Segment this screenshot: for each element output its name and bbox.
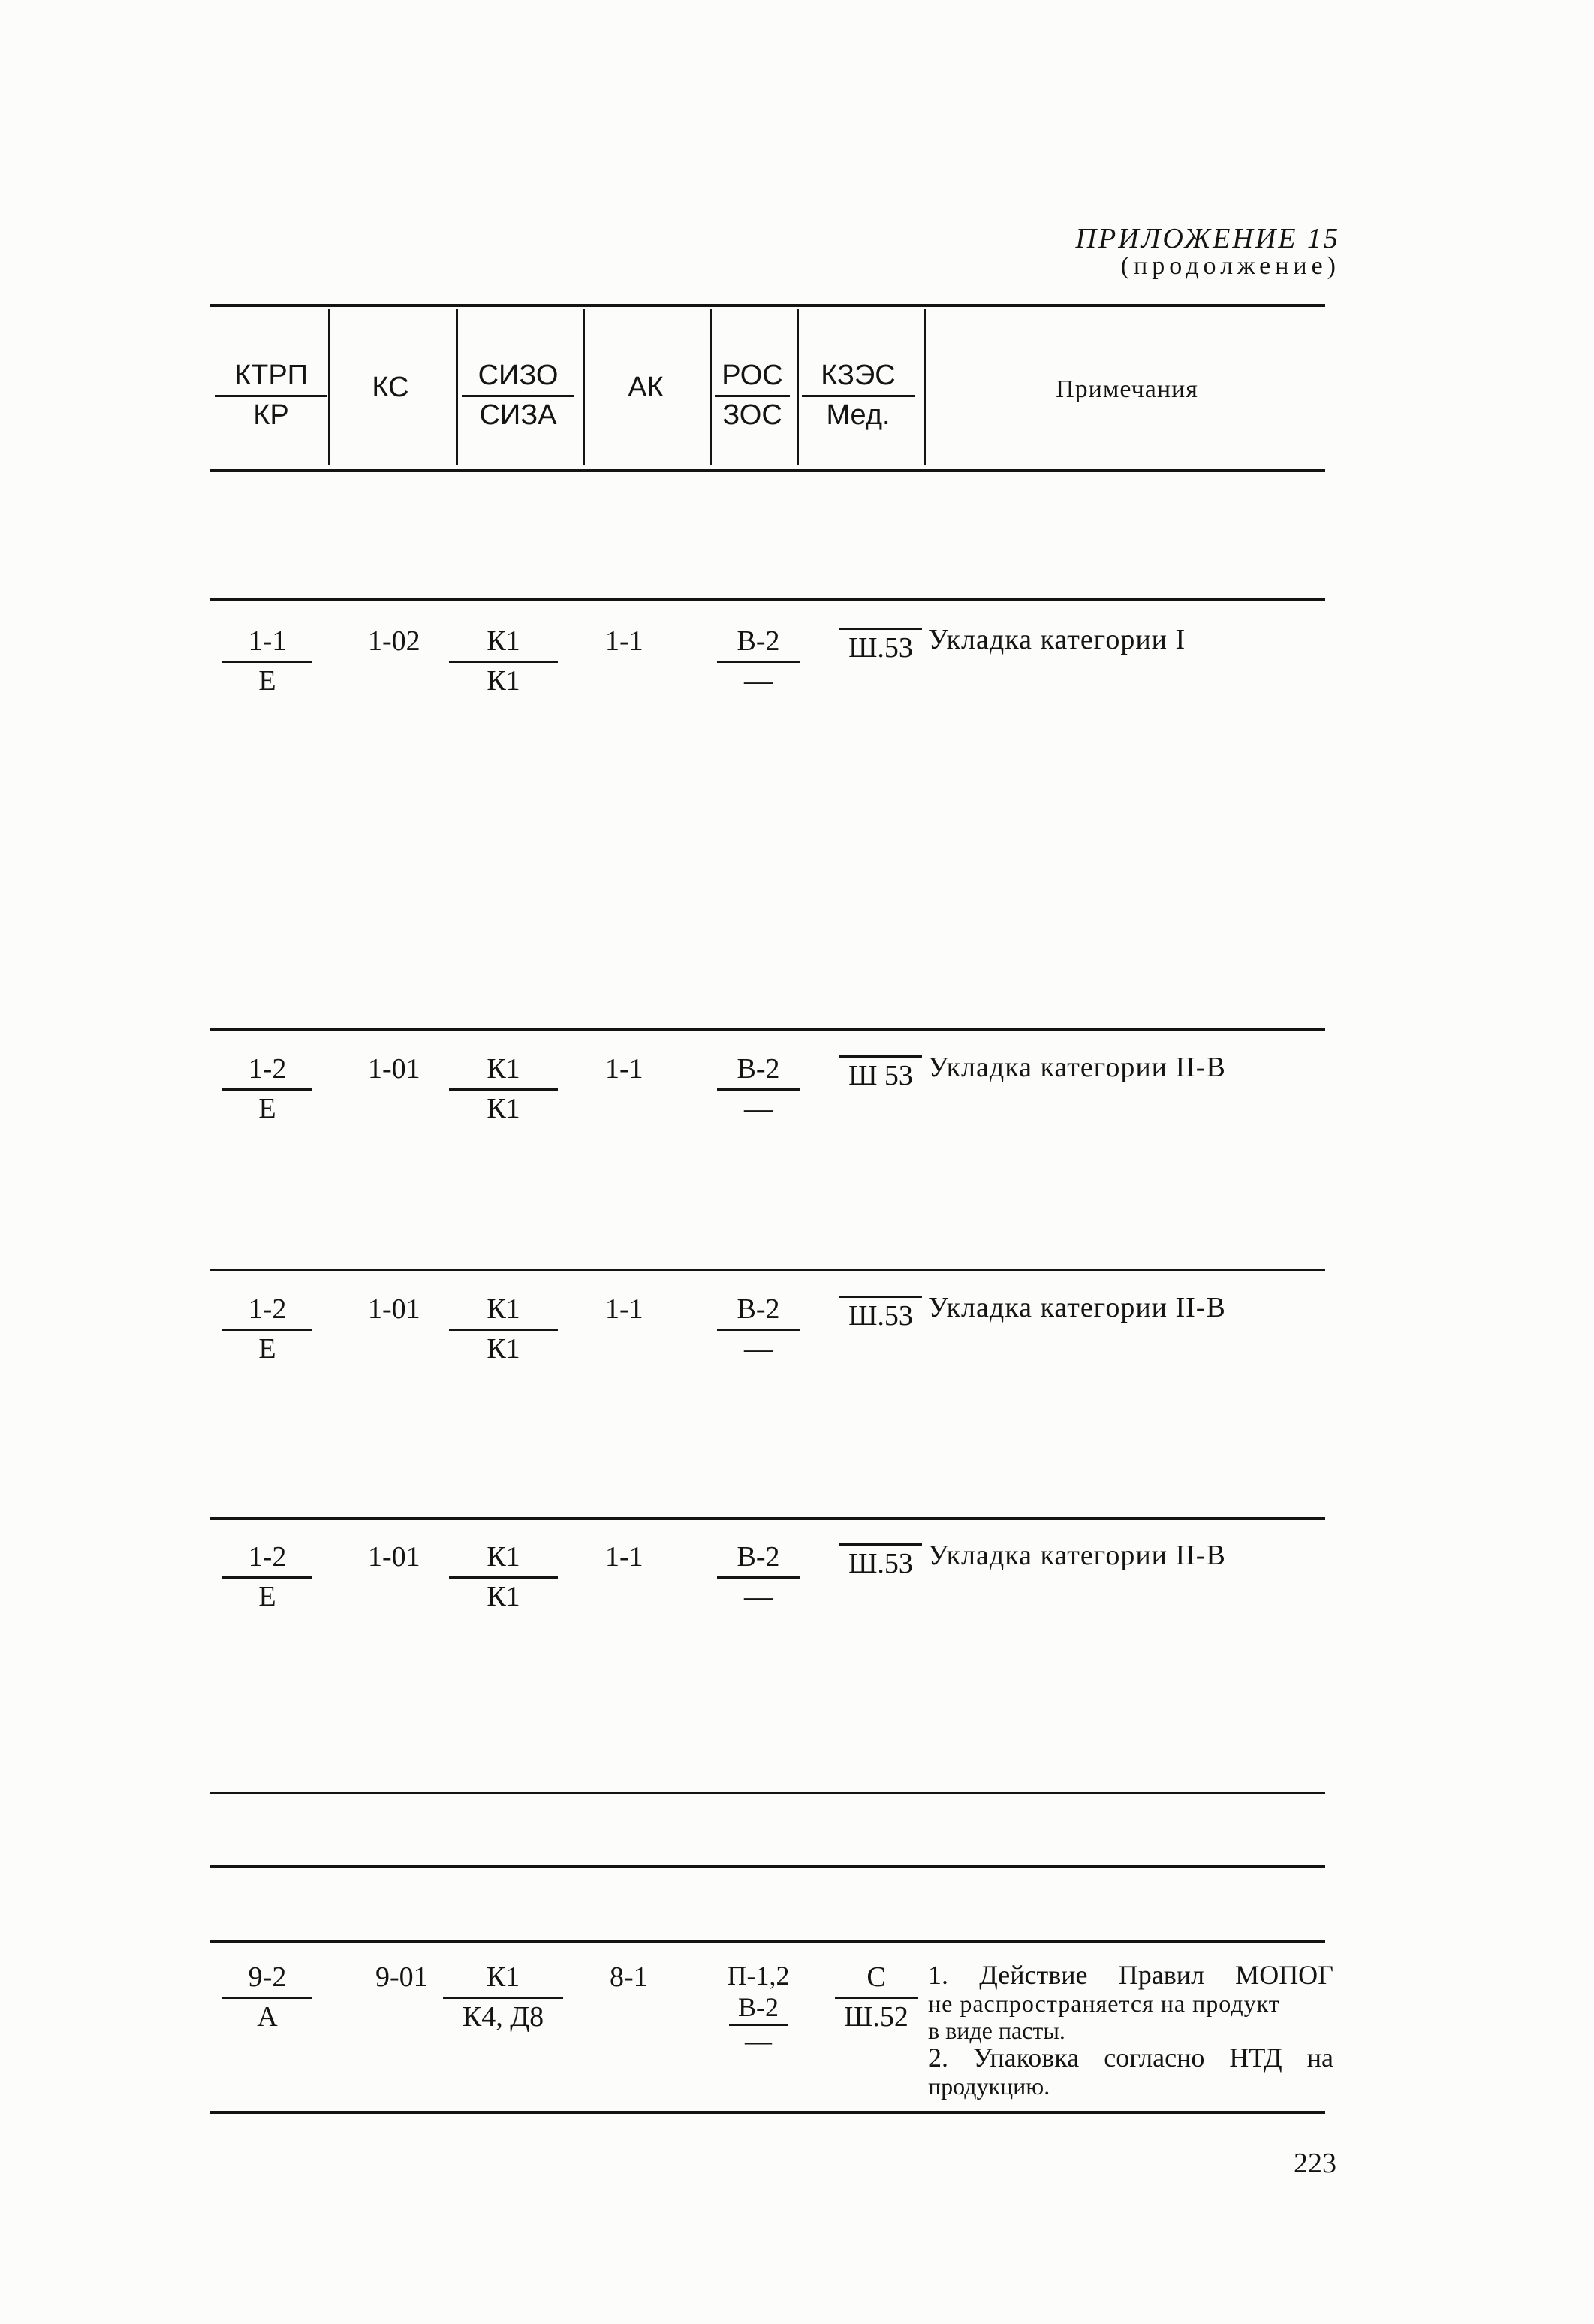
header-kr: КР	[253, 399, 289, 431]
cell-ros-zos: В-2 —	[717, 1052, 800, 1125]
row-rule	[210, 1269, 1325, 1271]
row-rule	[210, 598, 1325, 601]
row-rule	[210, 1940, 1325, 1943]
appendix-title: ПРИЛОЖЕНИЕ 15	[1075, 223, 1340, 254]
appendix-subtitle: (продолжение)	[1120, 252, 1340, 280]
cell-sizo-siza: К1 К1	[449, 1293, 558, 1365]
header-zos: ЗОС	[722, 399, 782, 431]
row-rule	[210, 1865, 1325, 1868]
header-ak: АК	[628, 372, 664, 403]
cell-note-line: 1. Действие Правил МОПОГ	[928, 1960, 1333, 1990]
cell-zos: —	[745, 2026, 772, 2056]
header-notes: Примечания	[1056, 375, 1198, 403]
cell-ks: 1-01	[368, 1541, 420, 1573]
header-ktrp: КТРП	[234, 360, 308, 391]
cell-kzes-med: Ш.53	[839, 1540, 922, 1580]
cell-note-line: не распространяется на продукт	[928, 1990, 1280, 2017]
header-sizo-siza	[462, 359, 574, 432]
cell-note: Укладка категории II-В	[928, 1540, 1226, 1571]
cell-ros-zos	[717, 1961, 800, 2056]
cell-note: Укладка категории I	[928, 624, 1186, 655]
cell-ks: 1-01	[368, 1053, 420, 1085]
cell-note-line: 2. Упаковка согласно НТД на	[928, 2043, 1333, 2073]
table-bottom-rule	[210, 2111, 1325, 2114]
header-ktrp-kr	[215, 359, 327, 432]
row-rule	[210, 1517, 1325, 1520]
cell-ktrp-kr: 1-2 Е	[222, 1293, 312, 1365]
cell-ktrp-kr: 1-2 Е	[222, 1052, 312, 1125]
cell-ktrp-kr: 1-2 Е	[222, 1540, 312, 1613]
cell-note: Укладка категории II-В	[928, 1052, 1226, 1083]
col-divider	[583, 309, 585, 465]
header-med: Мед.	[826, 399, 890, 431]
cell-sizo-siza: К1 К1	[449, 1540, 558, 1613]
col-divider	[797, 309, 799, 465]
header-sizo: СИЗО	[478, 360, 559, 391]
cell-note-line: в виде пасты.	[928, 2017, 1065, 2044]
cell-ros-zos: В-2 —	[717, 1293, 800, 1365]
cell-kzes-med: Ш 53	[839, 1052, 922, 1092]
cell-ros-zos: В-2 —	[717, 625, 800, 697]
cell-ks: 1-01	[368, 1293, 420, 1325]
cell-note: Укладка категории II-В	[928, 1292, 1226, 1323]
header-kzes-med	[802, 359, 915, 432]
header-bottom-rule	[210, 469, 1325, 472]
header-ros: РОС	[722, 360, 783, 391]
cell-sizo-siza: К1 К1	[449, 625, 558, 697]
cell-ros-top: П-1,2	[727, 1961, 790, 1991]
cell-kzes-med: С Ш.52	[835, 1961, 918, 2034]
row-rule	[210, 1792, 1325, 1794]
header-kzes: КЗЭС	[821, 360, 896, 391]
row-rule	[210, 1028, 1325, 1031]
cell-note-line: продукцию.	[928, 2073, 1050, 2100]
cell-ks: 9-01	[375, 1961, 428, 1993]
cell-kzes-med: Ш.53	[839, 625, 922, 664]
header-ks: КС	[372, 372, 409, 403]
col-divider	[924, 309, 926, 465]
cell-ak: 1-1	[605, 625, 643, 657]
cell-sizo-siza: К1 К1	[449, 1052, 558, 1125]
header-ros-zos	[715, 359, 790, 432]
header-siza: СИЗА	[479, 399, 557, 431]
cell-ros: В-2	[729, 1992, 788, 2026]
page-number: 223	[1294, 2148, 1336, 2179]
cell-ros-zos: В-2 —	[717, 1540, 800, 1613]
cell-kzes-med: Ш.53	[839, 1293, 922, 1332]
cell-ak: 1-1	[605, 1053, 643, 1085]
cell-ktrp-kr: 1-1 Е	[222, 625, 312, 697]
cell-ak: 1-1	[605, 1293, 643, 1325]
cell-ktrp-kr: 9-2 А	[222, 1961, 312, 2034]
cell-ak: 1-1	[605, 1541, 643, 1573]
cell-sizo-siza: К1 К4, Д8	[443, 1961, 563, 2034]
col-divider	[456, 309, 458, 465]
col-divider	[710, 309, 712, 465]
table-top-rule	[210, 304, 1325, 307]
cell-ak: 8-1	[610, 1961, 648, 1993]
cell-ks: 1-02	[368, 625, 420, 657]
